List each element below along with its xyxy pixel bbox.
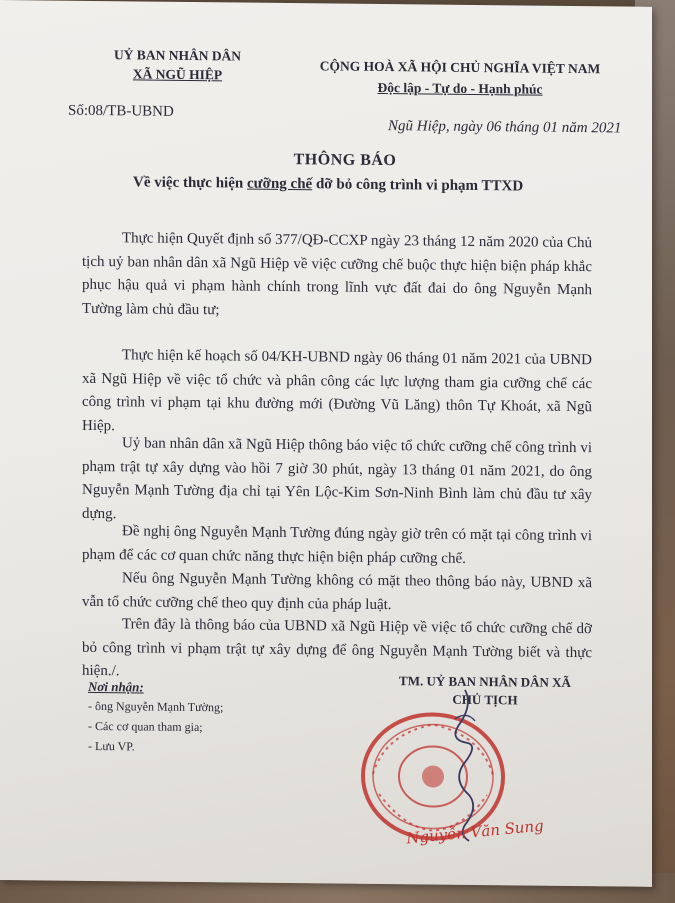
paragraph-4: Đề nghị ông Nguyễn Mạnh Tường đúng ngày giờ trên có mặt tại công trình vi phạm để các cơ quan chức năng thực hiện biện pháp cưỡng chế. <box>82 523 592 567</box>
issuer-commune: XÃ NGŨ HIỆP <box>132 66 223 83</box>
signer-name: Nguyễn Văn Sung <box>405 816 545 848</box>
signature-role: CHỦ TỊCH <box>452 691 518 708</box>
national-motto: Độc lập - Tự do - Hạnh phúc <box>377 79 543 97</box>
issuer-name: UỶ BAN NHÂN DÂN <box>113 47 242 64</box>
paragraph-1: Thực hiện Quyết định số 377/QĐ-CCXP ngày 23 tháng 12 năm 2020 của Chủ tịch uỷ ban nhân dân xã Ngũ Hiệp về việc cưỡng chế buộc thực hiện biện pháp khắc phục hậu quả vi phạm hành chính trong lĩnh vực đất đai do ông Nguyễn Mạnh Tường làm chủ đầu tư; <box>82 230 592 318</box>
subtitle-prefix: Về việc thực hiện <box>133 174 247 192</box>
subtitle-underlined: cưỡng chế <box>246 175 313 193</box>
document-title: THÔNG BÁO <box>293 151 397 170</box>
signature-org: TM. UỶ BAN NHÂN DÂN XÃ <box>399 673 571 690</box>
recipient-item: - Các cơ quan tham gia; <box>88 718 203 735</box>
paragraph-2: Thực hiện kế hoạch số 04/KH-UBND ngày 06 tháng 01 năm 2021 của UBND xã Ngũ Hiệp về việc tổ chức và phân công các lực lượng tham gia cưỡng chế các công trình vi phạm tại khu đường mới (Đường Vũ Lăng) thôn Tự Khoát, xã Ngũ Hiệp. <box>82 347 592 434</box>
issuer-header <box>80 45 275 85</box>
national-name: CỘNG HOÀ XÃ HỘI CHỦ NGHĨA VIỆT NAM <box>319 58 601 77</box>
paragraph-3: Uỷ ban nhân dân xã Ngũ Hiệp thông báo việc tổ chức cưỡng chế công trình vi phạm trật tự xây dựng vào hồi 7 giờ 30 phút, ngày 13 tháng 01 năm 2021, do ông Nguyễn Mạnh Tường địa chỉ tại Yên Lộc-Kim Sơn-Ninh Bình làm chủ đầu tư xây dựng. <box>82 435 592 522</box>
paragraph-6: Trên đây là thông báo của UBND xã Ngũ Hiệp về việc tổ chức cưỡng chế dỡ bỏ công trình vi phạm trật tự xây dựng để ông Nguyễn Mạnh Tường biết và thực hiện./. <box>82 616 592 680</box>
recipient-item: - ông Nguyễn Mạnh Tường; <box>88 698 224 715</box>
document-number: Số:08/TB-UBND <box>68 102 174 120</box>
subtitle-suffix: dỡ bỏ công trình vi phạm TTXD <box>312 176 524 195</box>
national-header <box>310 55 610 100</box>
recipient-item: - Lưu VP. <box>88 738 135 754</box>
place-date: Ngũ Hiệp, ngày 06 tháng 01 năm 2021 <box>388 118 622 137</box>
recipients-heading: Nơi nhận: <box>88 678 144 695</box>
document-subtitle <box>133 174 523 195</box>
paragraph-5: Nếu ông Nguyễn Mạnh Tường không có mặt theo thông báo này, UBND xã vẫn tổ chức cưỡng chế theo quy định của pháp luật. <box>82 570 592 613</box>
signature-icon <box>445 685 485 845</box>
